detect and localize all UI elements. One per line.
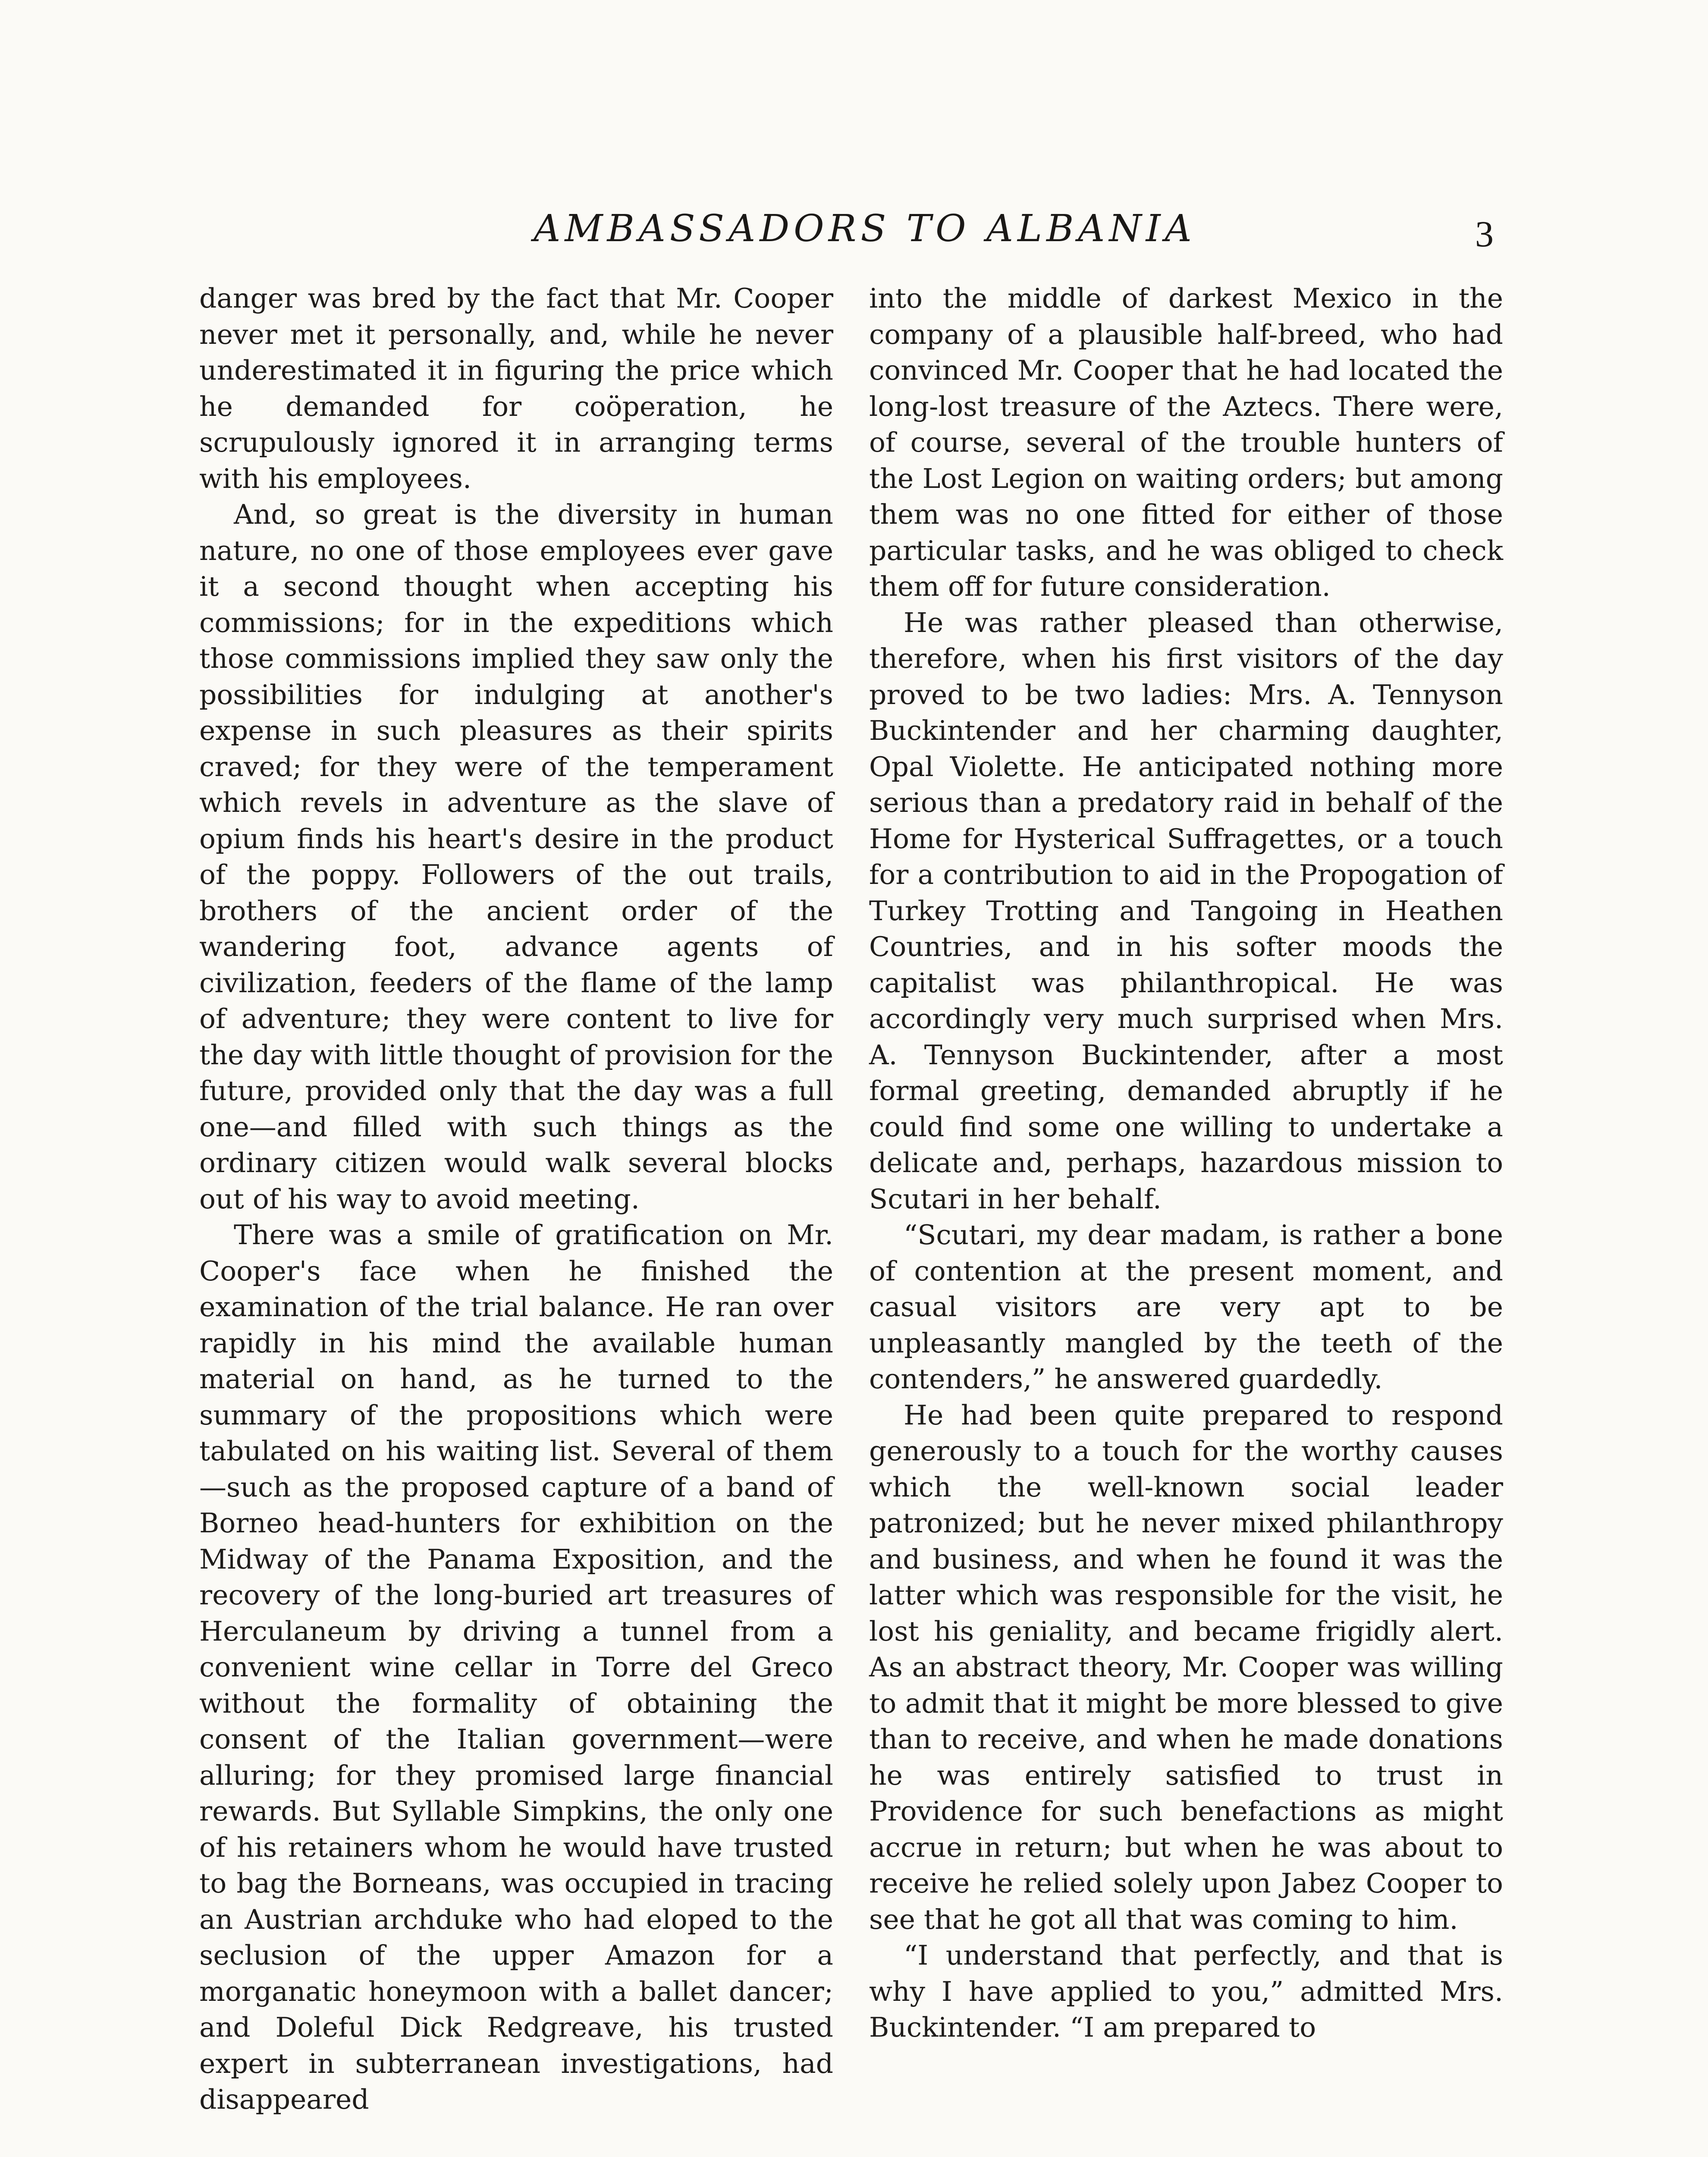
left-column [199,280,833,2118]
paragraph: There was a smile of gratification on Mr. Cooper's face when he finished the examination of the trial balance. He ran over rapidly in his mind the available human material on hand, as he turned to the summary of the propositions which were tabulated on his waiting list. Several of them—such as the proposed capture of a band of Borneo head-hunters for exhibition on the Midway of the Panama Exposition, and the recovery of the long-buried art treasures of Herculaneum by driving a tunnel from a convenient wine cellar in Torre del Greco without the formality of obtaining the consent of the Italian government—were alluring; for they promised large financial rewards. But Syllable Simpkins, the only one of his retainers whom he would have trusted to bag the Borneans, was occupied in tracing an Austrian archduke who had eloped to the seclusion of the upper Amazon for a morganatic honeymoon with a ballet dancer; and Doleful Dick Redgreave, his trusted expert in subterranean investigations, had disappeared [199,1219,833,2115]
paragraph: into the middle of darkest Mexico in the company of a plausible half-breed, who had convinced Mr. Cooper that he had located the long-lost treasure of the Aztecs. There were, of course, several of the trouble hunters of the Lost Legion on waiting orders; but among them was no one fitted for either of those particular tasks, and he was obliged to check them off for future consideration. [869,283,1503,602]
page-number: 3 [1475,213,1494,255]
paragraph: He had been quite prepared to respond generously to a touch for the worthy causes which the well-known social leader patronized; but he never mixed philanthropy and business, and when he found it was the latter which was responsible for the visit, he lost his geniality, and became frigidly alert. As an abstract theory, Mr. Cooper was willing to admit that it might be more blessed to give than to receive, and when he made donations he was entirely satisfied to trust in Providence for such benefactions as might accrue in return; but when he was about to receive he relied solely upon Jabez Cooper to see that he got all that was coming to him. [869,1399,1503,1935]
paragraph: He was rather pleased than otherwise, therefore, when his first visitors of the day proved to be two ladies: Mrs. A. Tennyson Buckintender and her charming daughter, Opal Violette. He anticipated nothing more serious than a predatory raid in behalf of the Home for Hysterical Suffragettes, or a touch for a contribution to aid in the Propogation of Turkey Trotting and Tangoing in Heathen Countries, and in his softer moods the capitalist was philanthropical. He was accordingly very much surprised when Mrs. A. Tennyson Buckintender, after a most formal greeting, demanded abruptly if he could find some one willing to undertake a delicate and, perhaps, hazardous mission to Scutari in her behalf. [869,607,1503,1215]
running-title: AMBASSADORS TO ALBANIA [534,207,1196,250]
right-column [869,280,1503,2046]
paragraph: “I understand that perfectly, and that is why I have applied to you,” admitted Mrs. Buckintender. “I am prepared to [869,1940,1503,2043]
paragraph: danger was bred by the fact that Mr. Cooper never met it personally, and, while he never underestimated it in figuring the price which he demanded for coöperation, he scrupulously ignored it in arranging terms with his employees. [199,283,833,494]
paragraph: “Scutari, my dear madam, is rather a bone of contention at the present moment, and casual visitors are very apt to be unpleasantly mangled by the teeth of the contenders,” he answered guardedly. [869,1219,1503,1395]
paragraph: And, so great is the diversity in human nature, no one of those employees ever gave it a second thought when accepting his commissions; for in the expeditions which those commissions implied they saw only the possibilities for indulging at another's expense in such pleasures as their spirits craved; for they were of the temperament which revels in adventure as the slave of opium finds his heart's desire in the product of the poppy. Followers of the out trails, brothers of the ancient order of the wandering foot, advance agents of civilization, feeders of the flame of the lamp of adventure; they were content to live for the day with little thought of provision for the future, provided only that the day was a full one—and filled with such things as the ordinary citizen would walk several blocks out of his way to avoid meeting. [199,499,833,1215]
